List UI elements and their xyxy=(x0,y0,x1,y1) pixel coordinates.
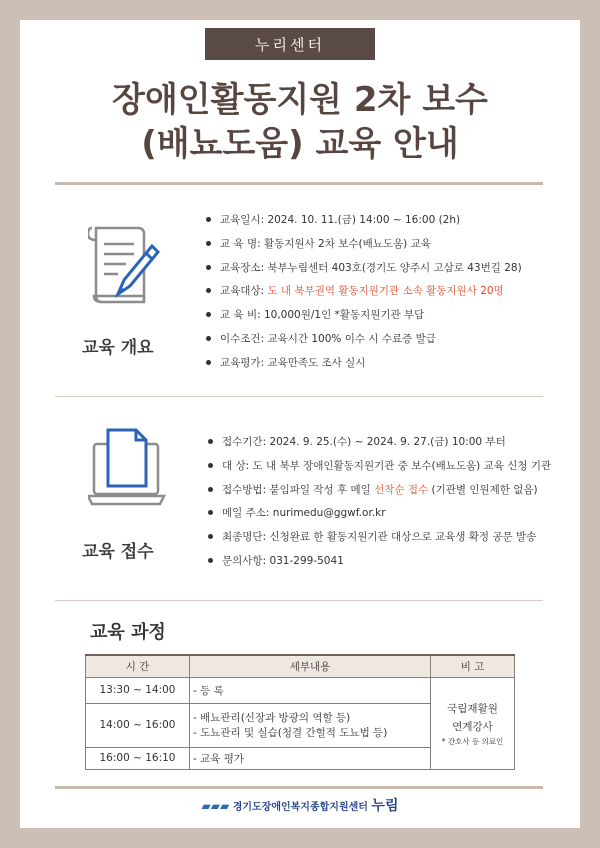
table-row xyxy=(86,677,515,703)
list-item: 최종명단: 신청완료 한 활동지원기관 대상으로 교육생 확정 공문 발송 xyxy=(208,528,551,552)
page-title xyxy=(40,78,560,166)
course-title: 교육 과정 xyxy=(90,622,166,643)
org-name: 경기도장애인복지종합지원센터 xyxy=(232,802,368,813)
center-badge: 누리센터 xyxy=(205,28,375,60)
footer-divider xyxy=(55,786,543,789)
list-item xyxy=(206,282,522,306)
course-table xyxy=(85,654,515,770)
column-header-detail: 세부내용 xyxy=(190,655,431,677)
row-detail: - 등 록 xyxy=(190,677,431,703)
note-small: * 간호사 등 의료인 xyxy=(441,736,504,746)
detail-line: - 배뇨관리(신장과 방광의 역할 등) xyxy=(193,712,351,724)
org-logo-icon: ▰▰▰ xyxy=(201,799,230,813)
row-time: 14:00 ~ 16:00 xyxy=(86,703,190,747)
registration-label: 교육 접수 xyxy=(82,542,154,562)
title-line-2: (배뇨도움) 교육 안내 xyxy=(141,124,459,164)
laptop-document-icon xyxy=(88,424,168,508)
row-time: 16:00 ~ 16:10 xyxy=(86,747,190,769)
title-line-1: 장애인활동지원 2차 보수 xyxy=(112,80,488,120)
list-item: 교 육 명: 활동지원사 2차 보수(배뇨도움) 교육 xyxy=(206,235,522,259)
list-item: 메일 주소: nurimedu@ggwf.or.kr xyxy=(208,504,551,528)
table-header-row xyxy=(86,655,515,677)
registration-list xyxy=(208,433,551,576)
list-item: 문의사항: 031-299-5041 xyxy=(208,552,551,576)
note-line-2: 연계강사 xyxy=(452,720,493,733)
column-header-note: 비 고 xyxy=(431,655,515,677)
list-item: 교육평가: 교육만족도 조사 실시 xyxy=(206,354,522,378)
list-item: 교육일시: 2024. 10. 11.(금) 14:00 ~ 16:00 (2h) xyxy=(206,211,522,235)
column-header-time: 시 간 xyxy=(86,655,190,677)
list-item: 접수기간: 2024. 9. 25.(수) ~ 2024. 9. 27.(금) 10:00 부터 xyxy=(208,433,551,457)
item-suffix: (기관별 인원제한 없음) xyxy=(428,483,538,496)
first-come-highlight: 선착순 접수 xyxy=(374,483,429,496)
document-pen-icon xyxy=(88,222,160,312)
section-divider xyxy=(55,600,543,601)
note-line-1: 국립재활원 xyxy=(447,702,498,715)
footer-logo xyxy=(0,795,600,815)
section-divider xyxy=(55,396,543,397)
title-divider xyxy=(55,182,543,185)
list-item xyxy=(208,481,551,505)
item-prefix: 교육대상: xyxy=(220,285,268,298)
list-item: 이수조건: 교육시간 100% 이수 시 수료증 발급 xyxy=(206,330,522,354)
target-highlight: 도 내 북부권역 활동지원기관 소속 활동지원사 20명 xyxy=(267,285,504,298)
overview-list xyxy=(206,211,522,378)
item-prefix: 접수방법: 붙임파일 작성 후 메일 xyxy=(222,483,375,496)
detail-line: - 도뇨관리 및 실습(청결 간헐적 도뇨법 등) xyxy=(193,727,388,739)
list-item: 교육장소: 북부누림센터 403호(경기도 양주시 고삼로 43번길 28) xyxy=(206,259,522,283)
list-item: 대 상: 도 내 북부 장애인활동지원기관 중 보수(배뇨도움) 교육 신청 기관 xyxy=(208,457,551,481)
list-item: 교 육 비: 10,000원/1인 *활동지원기관 부담 xyxy=(206,306,522,330)
row-detail xyxy=(190,703,431,747)
row-time: 13:30 ~ 14:00 xyxy=(86,677,190,703)
overview-label: 교육 개요 xyxy=(82,338,154,358)
brand-name: 누림 xyxy=(371,798,399,814)
note-cell xyxy=(431,677,515,769)
row-detail: - 교육 평가 xyxy=(190,747,431,769)
